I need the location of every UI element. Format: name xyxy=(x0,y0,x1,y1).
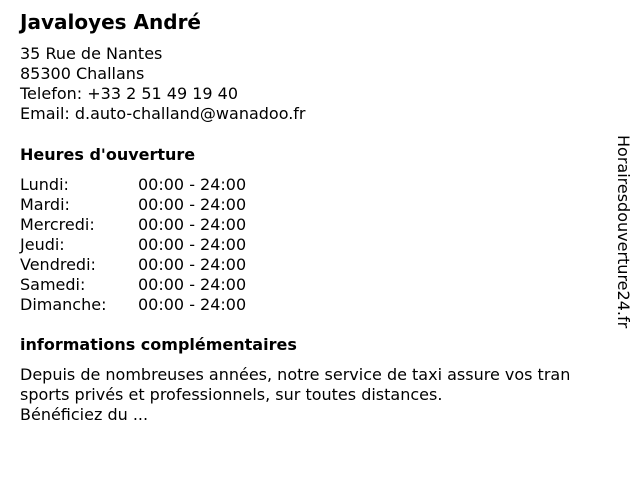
day-label: Samedi: xyxy=(20,275,86,294)
email-line: Email: d.auto-challand@wanadoo.fr xyxy=(20,104,306,123)
info-line: sports privés et professionnels, sur toutes distances. xyxy=(20,385,443,404)
info-line: Bénéficiez du ... xyxy=(20,405,149,424)
phone-line: Telefon: +33 2 51 49 19 40 xyxy=(20,84,239,103)
time-range: 00:00 - 24:00 xyxy=(138,235,247,254)
hours-row-thursday xyxy=(20,235,246,255)
hours-row-sunday xyxy=(20,295,246,315)
info-line: Depuis de nombreuses années, notre service de taxi assure vos tran xyxy=(20,365,571,384)
address-street: 35 Rue de Nantes xyxy=(20,44,163,63)
info-description xyxy=(20,365,620,425)
time-range: 00:00 - 24:00 xyxy=(138,195,247,214)
hours-row-wednesday xyxy=(20,215,246,235)
hours-heading: Heures d'ouverture xyxy=(20,145,196,164)
hours-row-tuesday xyxy=(20,195,246,215)
site-watermark: Horairesdouverture24.fr xyxy=(614,135,633,329)
time-range: 00:00 - 24:00 xyxy=(138,175,247,194)
time-range: 00:00 - 24:00 xyxy=(138,215,247,234)
day-label: Vendredi: xyxy=(20,255,96,274)
time-range: 00:00 - 24:00 xyxy=(138,295,247,314)
hours-row-friday xyxy=(20,255,246,275)
contact-block xyxy=(20,44,306,124)
day-label: Jeudi: xyxy=(20,235,65,254)
opening-hours-list xyxy=(20,175,246,315)
hours-row-monday xyxy=(20,175,246,195)
day-label: Dimanche: xyxy=(20,295,107,314)
day-label: Mardi: xyxy=(20,195,70,214)
address-city: 85300 Challans xyxy=(20,64,145,83)
day-label: Lundi: xyxy=(20,175,69,194)
business-name: Javaloyes André xyxy=(20,10,201,34)
time-range: 00:00 - 24:00 xyxy=(138,255,247,274)
info-heading: informations complémentaires xyxy=(20,335,297,354)
time-range: 00:00 - 24:00 xyxy=(138,275,247,294)
hours-row-saturday xyxy=(20,275,246,295)
day-label: Mercredi: xyxy=(20,215,95,234)
